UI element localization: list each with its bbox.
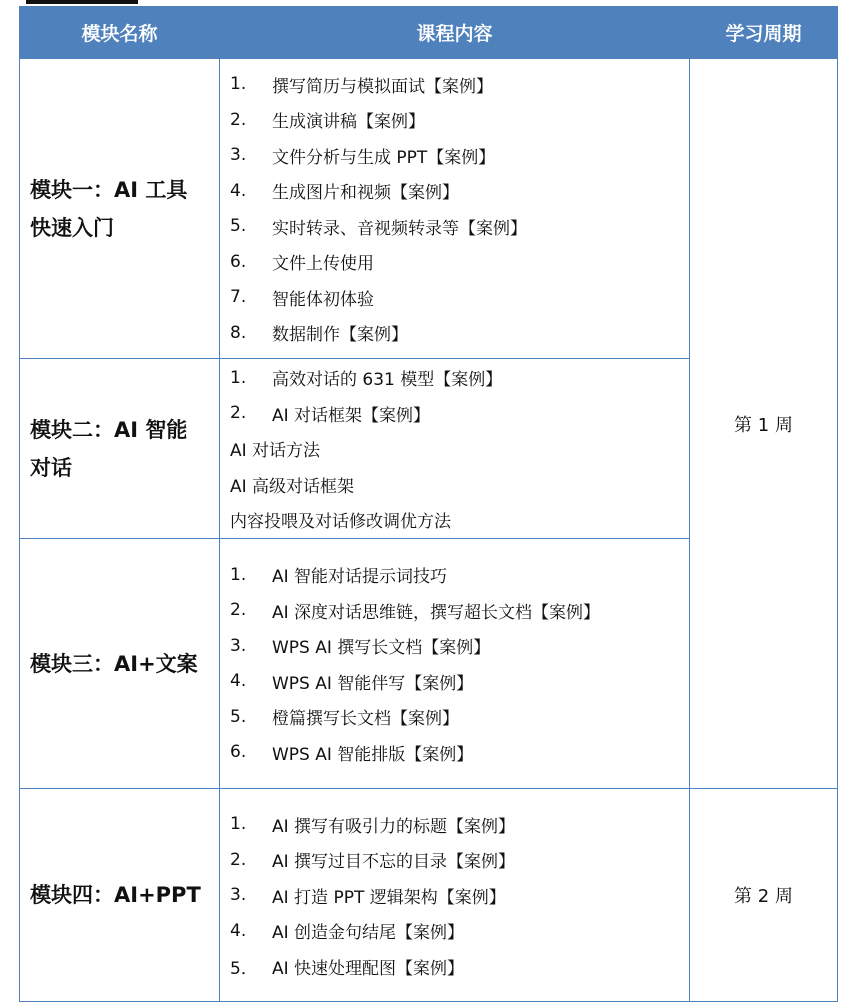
item-number: 5. [230,706,247,727]
list-item [230,628,681,664]
item-text: AI 高级对话框架 [230,476,355,497]
cropped-heading-fragment [26,0,138,4]
table-header-row [20,7,838,59]
item-text: 文件上传使用 [272,254,374,275]
item-text: AI 对话方法 [230,441,321,461]
item-text: 橙篇撰写长文档【案例】 [272,709,459,730]
item-text: 智能体初体验 [272,289,374,310]
item-number: 2. [230,403,247,423]
list-item [230,466,681,502]
list-item [230,593,681,629]
list-item [230,842,681,878]
item-text: 文件分析与生成 PPT【案例】 [272,147,496,168]
item-text: WPS AI 智能排版【案例】 [272,744,474,765]
item-text: AI 打造 PPT 逻辑架构【案例】 [272,887,506,908]
course-table [19,6,838,1002]
item-number: 3. [230,635,247,656]
list-item [230,244,681,280]
item-text: 实时转录、音视频转录等【案例】 [272,218,527,239]
list-item [230,102,681,138]
list-item [230,806,681,842]
table-row-module-1 [20,59,838,359]
item-text: 生成图片和视频【案例】 [272,183,459,204]
module-name-line: 快速入门 [30,215,114,240]
item-number: 7. [230,287,247,308]
module-name-cell [20,59,220,359]
item-number: 1. [230,367,247,388]
list-item [230,877,681,913]
list-item [230,67,681,103]
item-number: 4. [230,920,247,941]
list-item [230,948,681,984]
module-name-cell [20,539,220,789]
module-name-line: 模块一：AI 工具 [30,177,188,202]
item-text: 生成演讲稿【案例】 [272,112,425,133]
list-item [230,280,681,316]
item-number: 4. [230,671,247,692]
course-content-cell [220,539,690,789]
list-item [230,360,681,396]
header-module-name: 模块名称 [20,7,220,59]
module-name-line: 模块三：AI+文案 [30,651,198,676]
table-row-module-4 [20,789,838,1002]
item-number: 1. [230,814,247,834]
item-text: WPS AI 智能伴写【案例】 [272,673,474,694]
course-content-cell [220,359,690,539]
list-item [230,173,681,209]
list-item [230,395,681,431]
item-number: 5． [230,958,258,979]
item-text: AI 深度对话思维链，撰写超长文档【案例】 [272,602,601,623]
item-number: 6. [230,251,247,272]
item-text: 内容投喂及对话修改调优方法 [230,512,451,532]
period-cell-week-2: 第 2 周 [690,789,838,1002]
module-name-cell [20,359,220,539]
module-name-line: 对话 [30,455,72,480]
item-number: 2. [230,849,247,870]
item-number: 5. [230,216,247,237]
module-name-line: 模块二：AI 智能 [30,417,188,442]
item-number: 3. [230,145,247,166]
list-item [230,502,681,538]
list-item [230,913,681,949]
item-number: 1. [230,74,247,95]
item-text: 高效对话的 631 模型【案例】 [272,370,503,390]
header-course-content: 课程内容 [220,7,690,59]
module-name-cell [20,789,220,1002]
period-cell-week-1: 第 1 周 [690,59,838,789]
item-number: 2. [230,109,247,130]
item-text: AI 对话框架【案例】 [272,405,431,426]
list-item [230,557,681,593]
list-item [230,209,681,245]
list-item [230,664,681,700]
item-text: AI 智能对话提示词技巧 [272,567,448,588]
list-item [230,431,681,467]
header-study-period: 学习周期 [690,7,838,59]
item-number: 6. [230,742,247,763]
list-item [230,735,681,771]
item-text: AI 撰写过目不忘的目录【案例】 [272,852,516,872]
item-text: 撰写简历与模拟面试【案例】 [272,76,493,97]
item-text: AI 撰写有吸引力的标题【案例】 [272,816,516,837]
course-content-cell [220,59,690,359]
item-number: 3. [230,885,247,905]
module-name-line: 模块四：AI+PPT [30,883,201,907]
item-number: 8. [230,322,247,343]
item-text: WPS AI 撰写长文档【案例】 [272,638,491,659]
item-number: 1. [230,564,247,585]
list-item [230,699,681,735]
item-text: AI 快速处理配图【案例】 [272,958,465,979]
list-item [230,138,681,174]
item-number: 4. [230,180,247,201]
item-text: 数据制作【案例】 [272,325,408,346]
item-text: AI 创造金句结尾【案例】 [272,923,465,943]
course-content-cell [220,789,690,1002]
item-number: 2. [230,600,247,621]
list-item [230,315,681,351]
